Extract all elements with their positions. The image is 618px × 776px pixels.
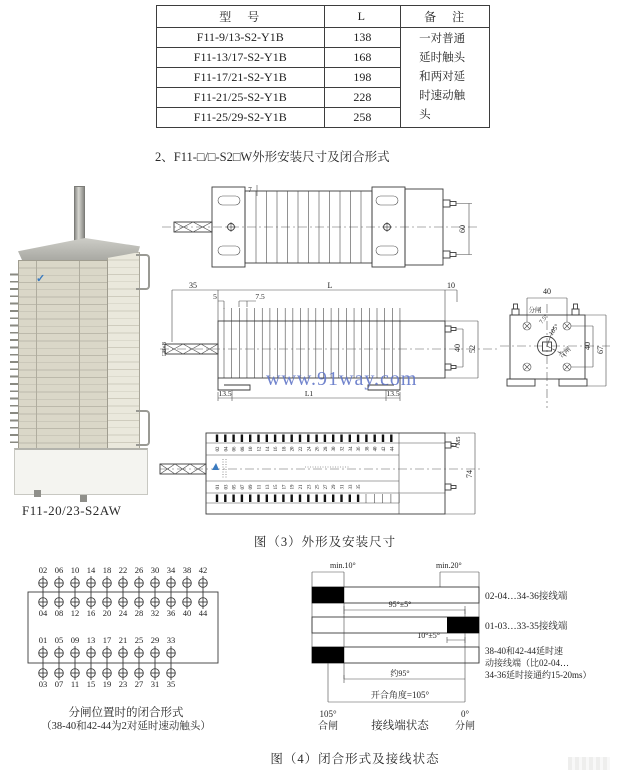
- svg-text:11: 11: [257, 484, 263, 490]
- svg-text:40: 40: [182, 608, 192, 618]
- svg-text:24: 24: [118, 608, 128, 618]
- angle-7-5: 7.5°: [538, 313, 550, 326]
- bar3-label-3: 34-36延时接通约15-20ms）: [485, 670, 592, 680]
- left-deg: 105°: [319, 709, 337, 719]
- photo-caption: F11-20/23-S2AW: [22, 503, 122, 518]
- svg-text:18: 18: [102, 565, 112, 575]
- dim-40: 40: [453, 344, 462, 352]
- table-row: [157, 28, 490, 48]
- svg-text:25: 25: [315, 484, 321, 490]
- shaft-size-label: □8×8: [161, 341, 168, 357]
- svg-text:35: 35: [166, 679, 176, 689]
- svg-text:03: 03: [38, 679, 48, 689]
- model-cell: F11-13/17-S2-Y1B: [157, 48, 325, 68]
- length-cell: 258: [324, 108, 401, 128]
- svg-text:05: 05: [232, 484, 238, 490]
- dim-40-right: 40: [583, 342, 592, 350]
- svg-text:05: 05: [54, 635, 64, 645]
- right-label: 分闸: [455, 721, 475, 732]
- dim-10: 10°±5°: [417, 631, 440, 640]
- closure-top-group: [39, 565, 208, 618]
- dim-10: 10: [447, 281, 455, 290]
- total-angle-label: 开合角度=105°: [370, 690, 430, 700]
- svg-text:23: 23: [118, 679, 128, 689]
- svg-text:19: 19: [102, 679, 112, 689]
- angle-105: 105°: [547, 323, 561, 338]
- front-view-logo-icon: [212, 463, 219, 470]
- svg-text:32: 32: [340, 446, 346, 452]
- svg-text:03: 03: [224, 484, 230, 490]
- svg-text:22: 22: [118, 565, 128, 575]
- note-cell: [401, 28, 490, 128]
- svg-text:36: 36: [166, 608, 176, 618]
- svg-text:20: 20: [102, 608, 112, 618]
- fig4-caption: 图（4）闭合形式及接线状态: [270, 752, 440, 766]
- svg-text:35: 35: [357, 484, 363, 490]
- model-cell: F11-9/13-S2-Y1B: [157, 28, 325, 48]
- svg-text:12: 12: [257, 446, 263, 452]
- svg-text:14: 14: [265, 446, 271, 452]
- svg-text:30: 30: [150, 565, 160, 575]
- svg-text:20: 20: [290, 446, 296, 452]
- dim-95: 95°±5°: [388, 600, 412, 609]
- dim-L1: L1: [304, 389, 314, 398]
- dim-M5: M5: [455, 436, 462, 446]
- svg-text:01: 01: [38, 635, 48, 645]
- dim-67: 67: [596, 346, 605, 354]
- svg-text:02: 02: [216, 446, 221, 452]
- svg-text:25: 25: [134, 635, 144, 645]
- table-header-row: [157, 6, 490, 28]
- svg-text:23: 23: [307, 484, 313, 490]
- dim-52: 52: [468, 345, 477, 353]
- length-cell: 138: [324, 28, 401, 48]
- closure-bottom-group: [39, 635, 176, 689]
- drawing-end-view: [498, 282, 618, 412]
- state-title: 接线端状态: [371, 720, 429, 732]
- bar3-label-1: 38-40和42-44延时速: [485, 646, 563, 656]
- svg-text:04: 04: [224, 446, 230, 452]
- label-open: 分闸: [528, 307, 542, 314]
- header-length: L: [324, 6, 401, 28]
- svg-text:27: 27: [134, 679, 144, 689]
- watermark: www.91way.com: [266, 368, 418, 390]
- dim-L: L: [327, 281, 333, 290]
- drawing-front-view: [160, 412, 490, 530]
- svg-text:22: 22: [299, 446, 304, 452]
- dim-74: 74: [465, 470, 474, 478]
- svg-text:44: 44: [390, 446, 396, 452]
- dim-60: 60: [458, 225, 467, 233]
- length-cell: 168: [324, 48, 401, 68]
- svg-text:38: 38: [365, 446, 371, 452]
- svg-text:14: 14: [86, 565, 96, 575]
- svg-text:28: 28: [323, 446, 329, 452]
- corner-watermark: [568, 757, 610, 770]
- svg-text:07: 07: [54, 679, 64, 689]
- photo-foot: [80, 495, 87, 502]
- svg-text:08: 08: [54, 608, 64, 618]
- svg-text:31: 31: [340, 484, 346, 490]
- header-model: 型 号: [157, 6, 325, 28]
- svg-text:19: 19: [290, 484, 296, 490]
- svg-text:32: 32: [150, 608, 160, 618]
- drawing-side-view: [160, 282, 504, 416]
- length-cell: 198: [324, 68, 401, 88]
- section-heading: 2、F11-□/□-S2□W外形安装尺寸及闭合形式: [155, 150, 390, 164]
- svg-text:33: 33: [348, 484, 354, 490]
- svg-text:36: 36: [357, 446, 363, 452]
- photo-base: [14, 448, 148, 495]
- right-deg: 0°: [460, 709, 470, 719]
- closure-diagram: [15, 556, 287, 706]
- dim-5: 5: [213, 292, 217, 301]
- photo-bracket-bottom: [136, 410, 150, 446]
- svg-text:06: 06: [54, 565, 64, 575]
- bar1-label: 02-04…34-36接线端: [485, 592, 568, 602]
- svg-text:40: 40: [373, 446, 379, 452]
- dim-35: 35: [189, 281, 197, 290]
- svg-text:34: 34: [166, 565, 176, 575]
- svg-text:13: 13: [265, 484, 271, 490]
- closure-caption-line2: （38-40和42-44为2对延时速动触头）: [41, 721, 211, 732]
- svg-text:28: 28: [134, 608, 144, 618]
- model-cell: F11-25/29-S2-Y1B: [157, 108, 325, 128]
- svg-text:30: 30: [332, 446, 338, 452]
- product-photo: [6, 186, 154, 504]
- dim-13-5-left: 13.5: [218, 389, 232, 398]
- front-view-empty-cells: [366, 494, 399, 503]
- svg-text:01: 01: [216, 484, 221, 490]
- svg-text:10: 10: [70, 565, 80, 575]
- label-close: 合闸: [557, 345, 573, 360]
- svg-text:15: 15: [86, 679, 96, 689]
- svg-text:13: 13: [86, 635, 96, 645]
- dim-7: 7: [248, 186, 252, 194]
- svg-text:08: 08: [240, 446, 246, 452]
- svg-text:11: 11: [70, 679, 80, 689]
- left-label: 合闸: [318, 721, 338, 732]
- svg-text:24: 24: [307, 446, 313, 452]
- svg-text:34: 34: [348, 446, 354, 452]
- svg-text:12: 12: [70, 608, 80, 618]
- min20-label: min.20°: [436, 561, 462, 570]
- spec-table-body: [157, 28, 490, 128]
- header-note: 备 注: [401, 6, 490, 28]
- dim-40-top: 40: [543, 287, 551, 296]
- svg-text:33: 33: [166, 635, 176, 645]
- svg-text:17: 17: [102, 635, 112, 645]
- svg-text:42: 42: [382, 446, 387, 452]
- svg-text:09: 09: [70, 635, 80, 645]
- svg-text:42: 42: [198, 565, 208, 575]
- svg-text:07: 07: [240, 484, 246, 490]
- fig3-caption: 图（3）外形及安装尺寸: [253, 535, 397, 549]
- svg-text:16: 16: [86, 608, 96, 618]
- svg-text:29: 29: [332, 484, 338, 490]
- dim-7-5: 7.5: [255, 292, 265, 301]
- model-cell: F11-21/25-S2-Y1B: [157, 88, 325, 108]
- svg-text:16: 16: [274, 446, 280, 452]
- svg-text:26: 26: [315, 446, 321, 452]
- svg-text:10: 10: [249, 446, 255, 452]
- svg-text:06: 06: [232, 446, 238, 452]
- photo-bracket-top: [136, 254, 150, 290]
- length-cell: 228: [324, 88, 401, 108]
- photo-front-face: [18, 260, 108, 452]
- closure-caption-line1: 分闸位置时的闭合形式: [68, 707, 184, 719]
- svg-text:02: 02: [38, 565, 48, 575]
- svg-text:44: 44: [198, 608, 208, 618]
- closure-caption: [14, 706, 238, 734]
- svg-text:38: 38: [182, 565, 192, 575]
- svg-text:18: 18: [282, 446, 288, 452]
- photo-foot: [34, 490, 41, 497]
- svg-text:21: 21: [118, 635, 128, 645]
- svg-text:09: 09: [249, 484, 255, 490]
- svg-text:17: 17: [282, 484, 288, 490]
- note-text: 一对普通延时触头和两对延时速动触头: [419, 33, 466, 121]
- dim-about95: 约95°: [390, 669, 410, 678]
- svg-text:26: 26: [134, 565, 144, 575]
- svg-text:15: 15: [274, 484, 280, 490]
- bar3-label-2: 动接线端（比02-04…: [485, 658, 569, 668]
- svg-text:31: 31: [150, 679, 160, 689]
- state-diagram: [300, 557, 618, 741]
- svg-text:29: 29: [150, 635, 160, 645]
- svg-text:21: 21: [299, 484, 304, 490]
- min10-label: min.10°: [330, 561, 356, 570]
- svg-text:04: 04: [38, 608, 48, 618]
- spec-table: [156, 5, 490, 128]
- dim-13-5-right: 13.5: [386, 389, 400, 398]
- model-cell: F11-17/21-S2-Y1B: [157, 68, 325, 88]
- drawing-top-view: [160, 184, 482, 282]
- svg-text:27: 27: [323, 484, 329, 490]
- bar2-label: 01-03…33-35接线端: [485, 622, 568, 632]
- brand-logo-icon: ✓: [36, 273, 46, 285]
- photo-terminal-pins: [10, 268, 18, 444]
